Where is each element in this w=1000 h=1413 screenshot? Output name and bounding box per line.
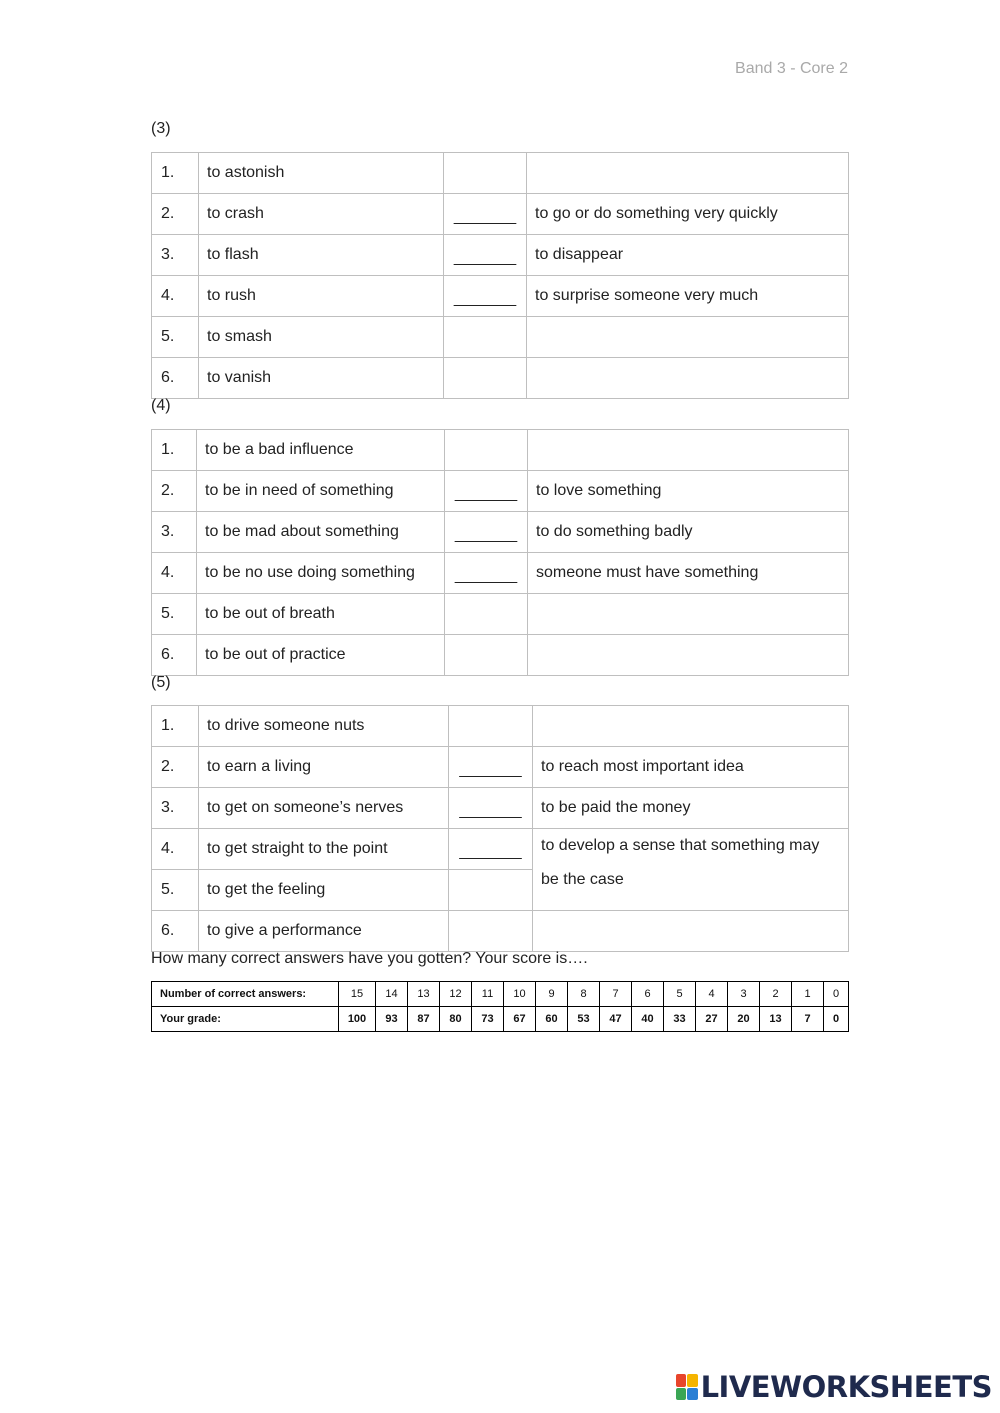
section-label-3: (3) [151, 120, 171, 137]
grade-cell: 93 [376, 1007, 408, 1032]
section-label-5: (5) [151, 674, 171, 691]
correct-count-cell: 9 [536, 982, 568, 1007]
grade-cell: 20 [728, 1007, 760, 1032]
table-row [152, 706, 849, 747]
term: to get the feeling [199, 870, 449, 911]
grade-cell: 60 [536, 1007, 568, 1032]
row-number: 6. [152, 635, 197, 676]
grade-cell: 87 [408, 1007, 440, 1032]
grade-label: Your grade: [152, 1007, 339, 1032]
correct-answers-row [152, 982, 849, 1007]
term: to crash [199, 194, 444, 235]
answer-blank[interactable] [449, 870, 533, 911]
correct-count-cell: 15 [339, 982, 376, 1007]
term: to rush [199, 276, 444, 317]
term: to give a performance [199, 911, 449, 952]
row-number: 5. [152, 870, 199, 911]
term: to get straight to the point [199, 829, 449, 870]
grade-cell: 13 [760, 1007, 792, 1032]
answer-blank[interactable]: _______ [445, 512, 528, 553]
row-number: 5. [152, 317, 199, 358]
definition: to love something [528, 471, 849, 512]
score-table [151, 981, 849, 1032]
row-number: 2. [152, 471, 197, 512]
definition [527, 358, 849, 399]
answer-blank[interactable]: _______ [444, 235, 527, 276]
grade-cell: 7 [792, 1007, 824, 1032]
table-row [152, 911, 849, 952]
answer-blank[interactable] [444, 317, 527, 358]
term: to vanish [199, 358, 444, 399]
grade-cell: 0 [824, 1007, 849, 1032]
row-number: 5. [152, 594, 197, 635]
table-row [152, 317, 849, 358]
score-question: How many correct answers have you gotten? Your score is…. [151, 950, 588, 967]
correct-answers-label: Number of correct answers: [152, 982, 339, 1007]
answer-blank[interactable] [445, 635, 528, 676]
row-number: 2. [152, 194, 199, 235]
definition [527, 153, 849, 194]
answer-blank[interactable]: _______ [449, 829, 533, 870]
definition: to surprise someone very much [527, 276, 849, 317]
row-number: 2. [152, 747, 199, 788]
answer-blank[interactable] [444, 358, 527, 399]
answer-blank[interactable] [445, 594, 528, 635]
row-number: 6. [152, 358, 199, 399]
definition [528, 594, 849, 635]
row-number: 4. [152, 829, 199, 870]
matching-table-3 [151, 152, 849, 399]
definition: to disappear [527, 235, 849, 276]
answer-blank[interactable]: _______ [449, 788, 533, 829]
row-number: 6. [152, 911, 199, 952]
correct-count-cell: 3 [728, 982, 760, 1007]
correct-count-cell: 12 [440, 982, 472, 1007]
correct-count-cell: 8 [568, 982, 600, 1007]
answer-blank[interactable]: _______ [445, 553, 528, 594]
answer-blank[interactable]: _______ [444, 194, 527, 235]
table-row [152, 594, 849, 635]
row-number: 1. [152, 153, 199, 194]
correct-count-cell: 1 [792, 982, 824, 1007]
definition: to go or do something very quickly [527, 194, 849, 235]
grade-cell: 80 [440, 1007, 472, 1032]
term: to get on someone’s nerves [199, 788, 449, 829]
grade-cell: 53 [568, 1007, 600, 1032]
correct-count-cell: 7 [600, 982, 632, 1007]
table-row [152, 153, 849, 194]
grade-cell: 73 [472, 1007, 504, 1032]
answer-blank[interactable] [449, 706, 533, 747]
term: to flash [199, 235, 444, 276]
table-row [152, 235, 849, 276]
term: to astonish [199, 153, 444, 194]
grade-cell: 33 [664, 1007, 696, 1032]
logo-mark-icon [676, 1374, 698, 1400]
correct-count-cell: 2 [760, 982, 792, 1007]
grade-cell: 47 [600, 1007, 632, 1032]
definition: to reach most important idea [533, 747, 849, 788]
definition [527, 317, 849, 358]
row-number: 3. [152, 235, 199, 276]
page-header: Band 3 - Core 2 [735, 60, 848, 77]
matching-table-5 [151, 705, 849, 952]
correct-count-cell: 13 [408, 982, 440, 1007]
table-row [152, 829, 849, 870]
table-row [152, 194, 849, 235]
correct-count-cell: 6 [632, 982, 664, 1007]
definition [528, 635, 849, 676]
table-row [152, 635, 849, 676]
row-number: 3. [152, 512, 197, 553]
term: to be out of practice [197, 635, 445, 676]
logo-text: LIVEWORKSHEETS [700, 1370, 992, 1404]
correct-count-cell: 14 [376, 982, 408, 1007]
term: to earn a living [199, 747, 449, 788]
correct-count-cell: 0 [824, 982, 849, 1007]
correct-count-cell: 10 [504, 982, 536, 1007]
term: to be a bad influence [197, 430, 445, 471]
term: to be out of breath [197, 594, 445, 635]
term: to drive someone nuts [199, 706, 449, 747]
correct-count-cell: 5 [664, 982, 696, 1007]
answer-blank[interactable] [444, 153, 527, 194]
grade-cell: 40 [632, 1007, 664, 1032]
definition [533, 911, 849, 952]
definition: someone must have something [528, 553, 849, 594]
table-row [152, 430, 849, 471]
grades-row [152, 1007, 849, 1032]
term: to be no use doing something [197, 553, 445, 594]
row-number: 1. [152, 430, 197, 471]
definition: to do something badly [528, 512, 849, 553]
row-number: 3. [152, 788, 199, 829]
table-row [152, 747, 849, 788]
table-row [152, 553, 849, 594]
row-number: 4. [152, 553, 197, 594]
definition: to develop a sense that something may be the case [533, 829, 849, 911]
grade-cell: 27 [696, 1007, 728, 1032]
grade-cell: 100 [339, 1007, 376, 1032]
table-row [152, 788, 849, 829]
correct-count-cell: 11 [472, 982, 504, 1007]
answer-blank[interactable]: _______ [449, 747, 533, 788]
table-row [152, 276, 849, 317]
answer-blank[interactable]: _______ [444, 276, 527, 317]
row-number: 1. [152, 706, 199, 747]
term: to be mad about something [197, 512, 445, 553]
section-label-4: (4) [151, 397, 171, 414]
liveworksheets-logo [676, 1367, 992, 1407]
table-row [152, 512, 849, 553]
definition [533, 706, 849, 747]
table-row [152, 471, 849, 512]
grade-cell: 67 [504, 1007, 536, 1032]
table-row [152, 358, 849, 399]
term: to be in need of something [197, 471, 445, 512]
answer-blank[interactable] [449, 911, 533, 952]
correct-count-cell: 4 [696, 982, 728, 1007]
answer-blank[interactable] [445, 430, 528, 471]
definition: to be paid the money [533, 788, 849, 829]
definition [528, 430, 849, 471]
term: to smash [199, 317, 444, 358]
matching-table-4 [151, 429, 849, 676]
answer-blank[interactable]: _______ [445, 471, 528, 512]
row-number: 4. [152, 276, 199, 317]
